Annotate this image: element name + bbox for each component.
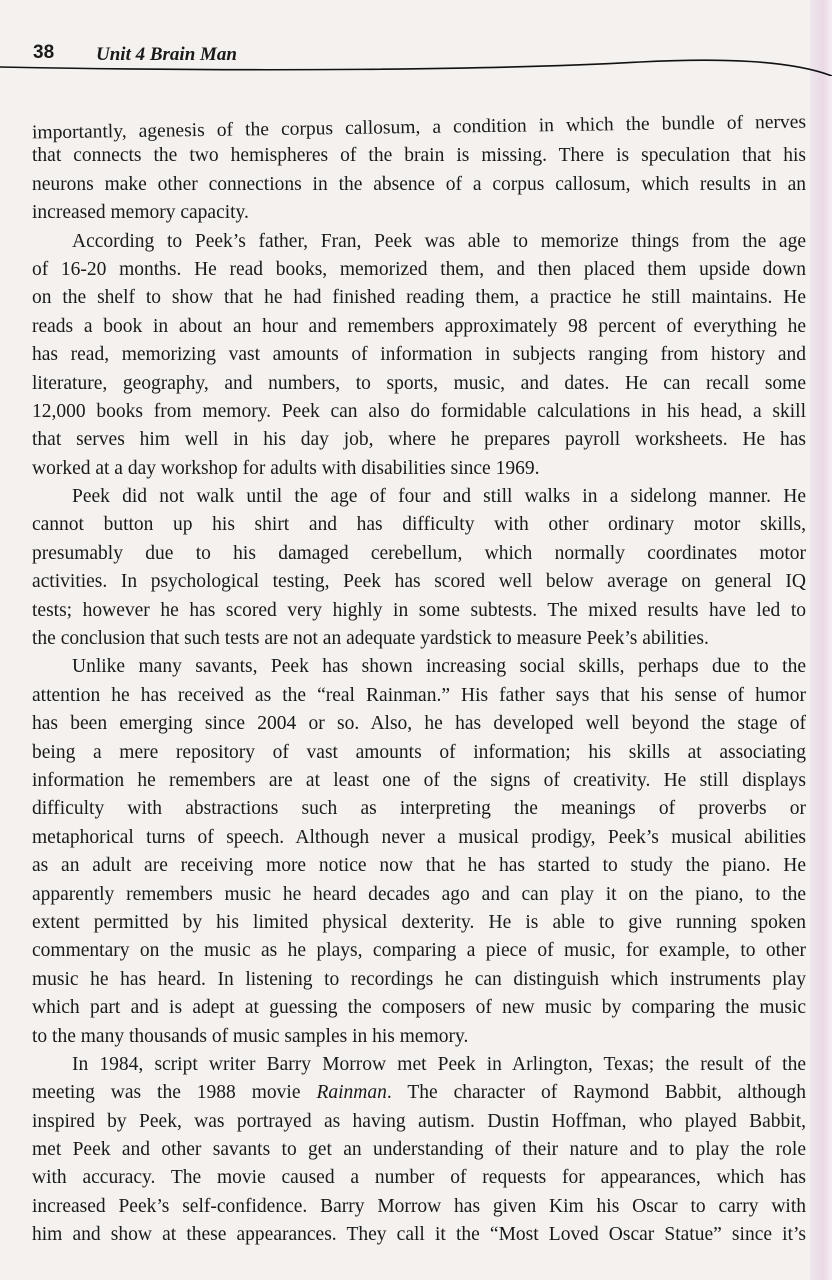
text-line: him and show at these appearances. They call it the “Most Loved Oscar Statue” since it’s	[32, 1224, 806, 1246]
text-line: Peek did not walk until the age of four and still walks in a sidelong manner. He	[72, 486, 806, 508]
text-line: has read, memorizing vast amounts of information in subjects ranging from history and	[32, 344, 806, 366]
text-line: as an adult are receiving more notice now that he has started to study the piano. He	[32, 855, 806, 877]
text-line: reads a book in about an hour and remembers approximately 98 percent of everything he	[32, 315, 806, 337]
text-line: to the many thousands of music samples in his memory.	[32, 1025, 469, 1047]
text-line: worked at a day workshop for adults with disabilities since 1969.	[32, 457, 540, 479]
text-line: meeting was the 1988 movie Rainman. The character of Raymond Babbit, although	[32, 1082, 806, 1104]
paragraph	[32, 228, 806, 484]
text-line: 12,000 books from memory. Peek can also do formidable calculations in his head, a skill	[32, 400, 806, 422]
header-rule	[0, 36, 832, 76]
text-line: importantly, agenesis of the corpus callosum, a condition in which the bundle of nerves	[31, 111, 807, 144]
text-line: In 1984, script writer Barry Morrow met Peek in Arlington, Texas; the result of the	[72, 1053, 806, 1075]
text-line: increased Peek’s self-confidence. Barry Morrow has given Kim his Oscar to carry with	[32, 1195, 806, 1217]
text-line: of 16-20 months. He read books, memorized them, and then placed them upside down	[32, 258, 806, 280]
paragraph	[32, 653, 806, 1050]
page-edge	[810, 0, 832, 1280]
text-line: activities. In psychological testing, Peek has scored well below average on general IQ	[32, 571, 806, 593]
text-line: music he has heard. In listening to recordings he can distinguish which instruments play	[32, 968, 806, 990]
text-line: metaphorical turns of speech. Although never a musical prodigy, Peek’s musical abilities	[32, 826, 806, 848]
text-line: literature, geography, and numbers, to sports, music, and dates. He can recall some	[32, 372, 806, 394]
text-line: inspired by Peek, was portrayed as having autism. Dustin Hoffman, who played Babbit,	[32, 1110, 806, 1132]
movie-title: Rainman	[316, 1082, 387, 1104]
text-line: with accuracy. The movie caused a number of requests for appearances, which has	[32, 1167, 806, 1189]
text-line: that connects the two hemispheres of the brain is missing. There is speculation that his	[32, 145, 806, 167]
text-line: information he remembers are at least one of the signs of creativity. He still displays	[32, 769, 806, 791]
text-line: has been emerging since 2004 or so. Also, he has developed well beyond the stage of	[32, 713, 806, 735]
paragraph	[31, 111, 807, 228]
text-line: which part and is adept at guessing the composers of new music by comparing the music	[32, 997, 806, 1019]
body-text	[31, 111, 807, 1250]
page-number: 38	[33, 42, 55, 63]
text-line: the conclusion that such tests are not an adequate yardstick to measure Peek’s abilities.	[32, 628, 709, 650]
text-line: met Peek and other savants to get an understanding of their nature and to play the role	[32, 1139, 806, 1161]
text-line: cannot button up his shirt and has difficulty with other ordinary motor skills,	[32, 514, 806, 536]
text-line: difficulty with abstractions such as interpreting the meanings of proverbs or	[32, 798, 806, 820]
text-line: extent permitted by his limited physical dexterity. He is able to give running spoken	[32, 911, 806, 933]
text-line: being a mere repository of vast amounts of information; his skills at associating	[32, 741, 806, 763]
text-line: Unlike many savants, Peek has shown increasing social skills, perhaps due to the	[72, 656, 806, 678]
text-line: neurons make other connections in the absence of a corpus callosum, which results in an	[32, 173, 806, 195]
paragraph	[32, 483, 806, 653]
text-line: on the shelf to show that he had finished reading them, a practice he still maintains. He	[32, 287, 806, 309]
unit-title: Unit 4 Brain Man	[96, 44, 237, 65]
text-line: that serves him well in his day job, where he prepares payroll worksheets. He has	[32, 429, 806, 451]
text-line: increased memory capacity.	[32, 202, 249, 224]
text-line: commentary on the music as he plays, comparing a piece of music, for example, to other	[32, 940, 806, 962]
text-line: tests; however he has scored very highly in some subtests. The mixed results have led to	[32, 599, 806, 621]
paragraph	[32, 1051, 806, 1250]
running-header	[0, 36, 832, 76]
text-line: presumably due to his damaged cerebellum, which normally coordinates motor	[32, 542, 806, 564]
text-line: apparently remembers music he heard decades ago and can play it on the piano, to the	[32, 883, 806, 905]
text-line: attention he has received as the “real Rainman.” His father says that his sense of humor	[32, 684, 806, 706]
text-line: According to Peek’s father, Fran, Peek was able to memorize things from the age	[72, 230, 806, 252]
